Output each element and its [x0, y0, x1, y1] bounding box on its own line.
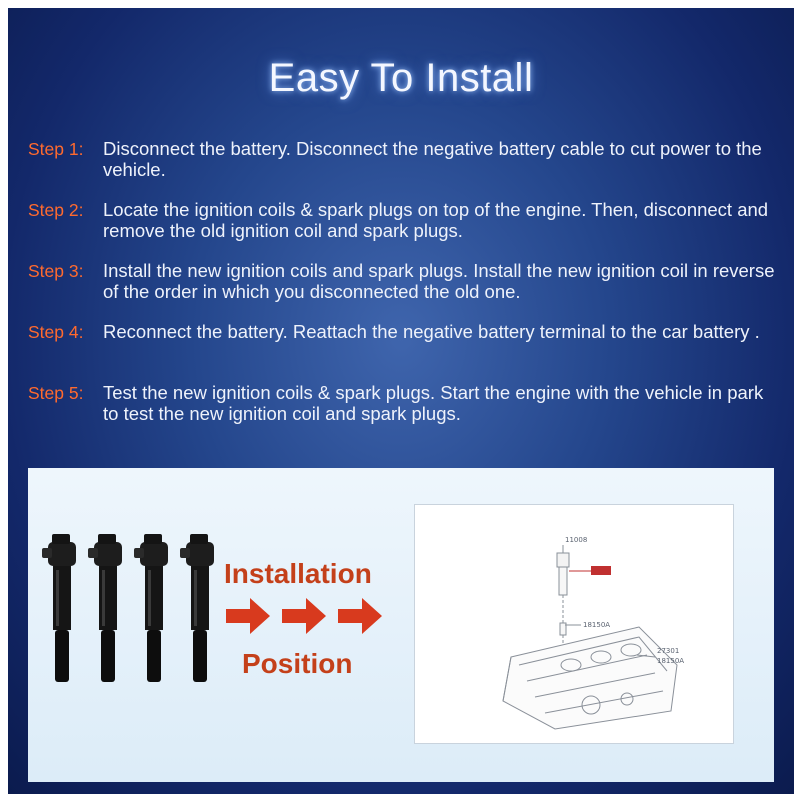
part-label-4: 18150A: [657, 657, 685, 665]
ignition-coil-image: [134, 532, 174, 682]
ignition-coil-image: [42, 532, 82, 682]
ignition-coil-image: [180, 532, 220, 682]
engine-diagram-drawing: [415, 505, 733, 743]
step-4-text: Reconnect the battery. Reattach the negative battery terminal to the car battery .: [103, 321, 760, 342]
arrow-right-icon: [338, 598, 382, 634]
step-1-label: Step 1:: [28, 139, 84, 159]
step-2-label: Step 2:: [28, 200, 84, 220]
step-5-label: Step 5:: [28, 383, 84, 403]
steps-list: [28, 138, 776, 443]
installation-panel: [28, 468, 774, 782]
step-3-text: Install the new ignition coils and spark plugs. Install the new ignition coil in reverse of the order in which you disconnected the old one.: [103, 260, 775, 302]
arrow-right-icon: [282, 598, 326, 634]
arrow-right-icon: [226, 598, 270, 634]
step-2: [28, 199, 776, 241]
engine-diagram: [414, 504, 734, 744]
step-5: [28, 382, 776, 424]
step-2-text: Locate the ignition coils & spark plugs on top of the engine. Then, disconnect and remove the old ignition coil and spark plugs.: [103, 199, 769, 241]
step-1-text: Disconnect the battery. Disconnect the negative battery cable to cut power to the vehicle.: [103, 138, 762, 180]
part-callout-badge: [591, 566, 611, 575]
installation-caption: Installation: [224, 558, 372, 589]
install-banner: [8, 8, 794, 794]
ignition-coil-image: [88, 532, 128, 682]
part-label-2: 18150A: [583, 621, 611, 629]
step-1: [28, 138, 776, 180]
part-label-1: 11008: [565, 536, 588, 544]
step-3-label: Step 3:: [28, 261, 84, 281]
step-5-text: Test the new ignition coils & spark plugs. Start the engine with the vehicle in park to test the new ignition coil and spark plugs.: [103, 382, 764, 424]
step-3: [28, 260, 776, 302]
part-label-3: 27301: [657, 647, 680, 655]
position-caption: Position: [242, 648, 353, 679]
step-4-label: Step 4:: [28, 322, 84, 342]
step-4: [28, 321, 776, 363]
page-title: Easy To Install: [268, 56, 534, 100]
